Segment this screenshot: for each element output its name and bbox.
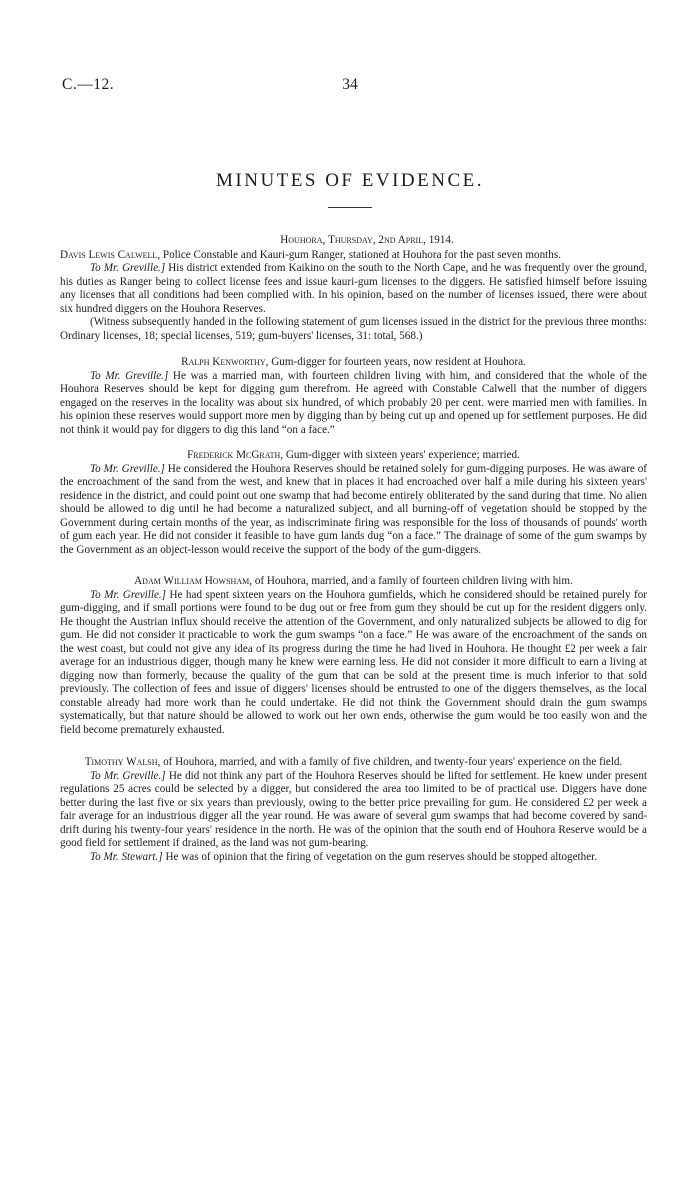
evidence-paragraph (60, 589, 647, 738)
document-reference: C.—12. (62, 76, 115, 93)
evidence-paragraph (60, 316, 647, 343)
witness-name: Timothy Walsh, (84, 756, 161, 768)
examiner: To Mr. Greville.] (90, 462, 165, 475)
evidence-paragraph (60, 463, 647, 558)
evidence-text: (Witness subsequently handed in the following statement of gum licenses issued in the district for the previous three months: Ordinary licenses, 18; special licenses, 519; gum-buyers' licenses, 31: total, 568.) (60, 316, 647, 342)
witness-description: Gum-digger with sixteen years' experience; married. (285, 449, 520, 461)
witness-name: Frederick McGrath, (187, 449, 284, 461)
evidence-text: He had spent sixteen years on the Houhora gumfields, which he considered should be retained purely for gum-digging, and if small portions were found to be dug out or free from gum they should be cut up for the resident diggers only. He thought the Austrian influx should receive the attention of the Government, and only naturalized subjects be allowed to dig for gum. He did not consider it practicable to work the gum swamps “on a face.” He was aware of the encroachment of the sands on the west coast, but could not give any idea of its progress during the time he had lived in Houhora. He thought £2 per week a fair average for an industrious digger, though many he knew were earning less. He did not consider it more difficult to earn a living at digging now than formerly, because the quality of the gum that can be sold at the present time is much inferior to that sold previously. The collection of fees and issue of diggers' licenses should be entrusted to one of the diggers themselves, as the local constable already had more work than he could undertake. He did not think the Government should drain the gum swamps systematically, but that nature should be allowed to work out her own ends, otherwise the gum would be too easily won and the field become prematurely exhausted. (60, 588, 647, 736)
dateline-year: 1914. (428, 234, 454, 246)
examiner: To Mr. Greville.] (90, 769, 166, 782)
witness-description: of Houhora, married, and with a family of five children, and twenty-four years' experience on the field. (163, 756, 623, 768)
minutes-body (60, 234, 648, 864)
witness-heading (60, 575, 647, 589)
examiner: To Mr. Greville.] (90, 262, 166, 274)
evidence-paragraph (60, 370, 647, 438)
evidence-text: He considered the Houhora Reserves should be retained solely for gum-digging purposes. He was aware of the encroachment of the sand from the west, and knew that in places it had encroached over half a mile during his sixteen years' residence in the district, and could point out one swamp that had become entirely obliterated by the sand during that time. No alien should be allowed to dig until he had become a naturalized subject, and all burning-off of vegetation should be stopped by the Government during certain months of the year, as indiscriminate firing was responsible for the loss of thousands of pounds' worth of gum each year. He did not consider it feasible to have gum lands dug “on a face.” The drainage of some of the gum swamps by the Government as an object-lesson would receive the support of the body of the gum-diggers. (60, 462, 647, 556)
evidence-text: He did not think any part of the Houhora Reserves should be lifted for settlement. He knew under present regulations 25 acres could be selected by a digger, but considered the area too limited to be of practical use. Diggers have done better during the last five or six years than previously, owing to the better price prevailing for gum. He considered £2 per week a fair average for an industrious digger all the year round. He was aware of several gum swamps that had become covered by sand-drift during his twenty-four years' residence in the north. He was of the opinion that the south end of Houhora Reserve would be a good field for settlement if drained, as the land was not gum-bearing. (60, 769, 648, 849)
witness-name: Ralph Kenworthy, (181, 356, 269, 368)
dateline (87, 234, 647, 248)
witness-name: Adam William Howsham, (134, 575, 253, 587)
evidence-paragraph (60, 851, 647, 865)
witness-description: Police Constable and Kauri-gum Ranger, stationed at Houhora for the past seven months. (162, 248, 561, 261)
witness-name: Davis Lewis Calwell, (60, 248, 161, 261)
evidence-text: He was of opinion that the firing of vegetation on the gum reserves should be stopped altogether. (165, 850, 598, 863)
examiner: To Mr. Greville.] (90, 369, 169, 382)
witness-heading (60, 249, 647, 263)
examiner: To Mr. Greville.] (90, 588, 167, 601)
witness-description: of Houhora, married, and a family of fourteen children living with him. (254, 575, 573, 587)
evidence-paragraph (60, 262, 647, 316)
witness-heading (60, 756, 647, 770)
witness-heading (60, 449, 647, 463)
dateline-place: Houhora, (280, 234, 326, 246)
evidence-text: He was a married man, with fourteen children living with him, and considered that the whole of the Houhora Reserves should be kept for digging gum therefrom. He agreed with Constable Calwell that the number of diggers engaged on the reserves in the locality was about six hundred, of which probably 20 per cent. were married men with families. In his opinion these reserves would support more men by digging than by being cut up and opened up for settlement purposes. He did not think it would pay for diggers to dig this land “on a face.” (60, 369, 647, 436)
evidence-paragraph (60, 770, 647, 851)
dateline-date: 2nd April, (378, 234, 426, 246)
witness-heading (60, 356, 647, 370)
page-number: 34 (342, 76, 358, 93)
examiner: To Mr. Stewart.] (90, 850, 163, 863)
dateline-day: Thursday, (328, 234, 376, 246)
witness-description: Gum-digger for fourteen years, now resident at Houhora. (271, 356, 526, 368)
title-divider (328, 207, 372, 208)
page-title: MINUTES OF EVIDENCE. (216, 170, 484, 191)
evidence-text: His district extended from Kaikino on the south to the North Cape, and he was frequently over the ground, his duties as Ranger being to collect license fees and issue kauri-gum licenses to the diggers. He satisfied himself before issuing any licenses that all conditions had been complied with. In his opinion, based on the number of licenses issued, there were about six hundred diggers on the Houhora Reserves. (60, 262, 647, 315)
